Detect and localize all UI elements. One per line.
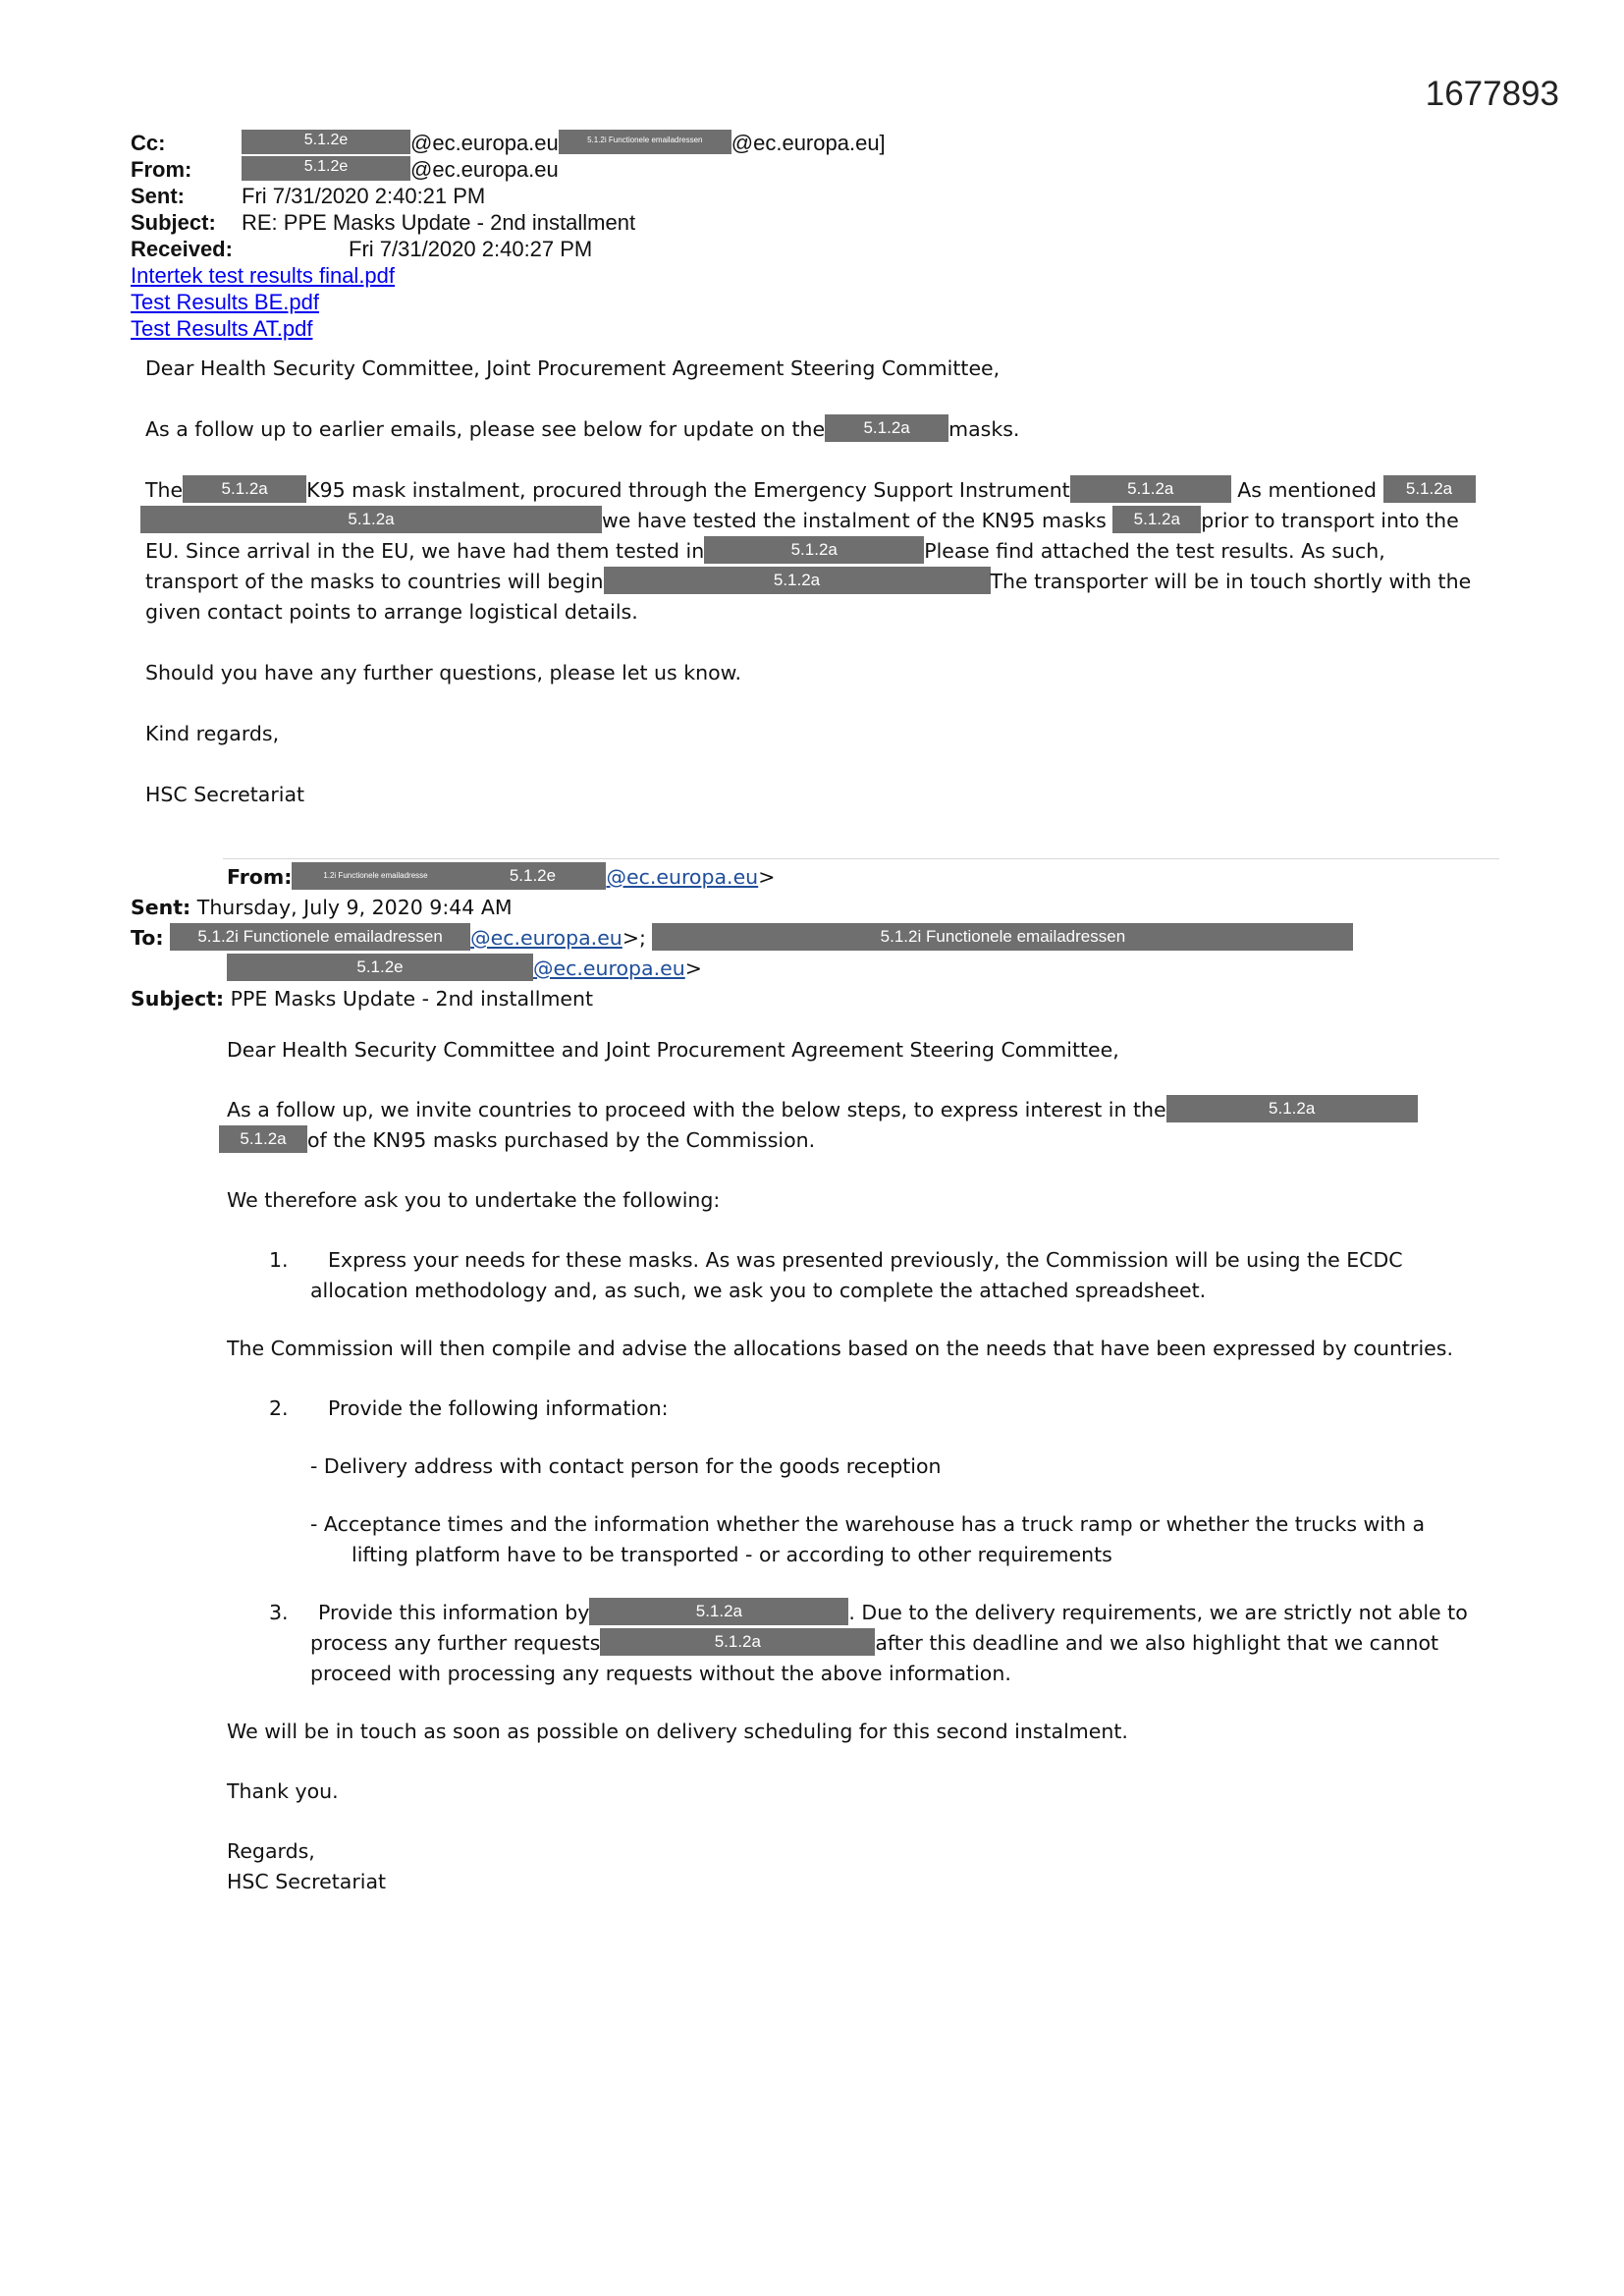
sent-row bbox=[131, 183, 1505, 209]
redaction: 5.1.2a bbox=[219, 1125, 307, 1153]
cc-domain: @ec.europa.eu bbox=[410, 131, 559, 155]
greeting: Dear Health Security Committee and Joint Procurement Agreement Steering Committee, bbox=[227, 1038, 1119, 1062]
email-link[interactable]: @ec.europa.eu bbox=[470, 926, 623, 950]
paragraph: The 5.1.2a K95 mask instalment, procured through the Emergency Support Instrument 5.1.2a As mentioned 5.1.2a 5.1.2a we have tested the instalment of the KN95 masks 5.1.2a prior to transport into the EU. Since arrival in the EU, we have had them tested in 5.1.2a Please find attached the test results. As such, transport of the masks to countries will begin 5.1.2a The transporter will be in touch shortly with the given contact points to arrange logistical details. bbox=[145, 475, 1500, 628]
paragraph: We therefore ask you to undertake the following: bbox=[227, 1188, 721, 1212]
email-link[interactable]: @ec.europa.eu bbox=[533, 957, 685, 980]
redaction: 5.1.2a bbox=[1166, 1095, 1418, 1122]
step-2: 2. Provide the following information: bbox=[269, 1396, 669, 1420]
sent-label: Sent: bbox=[131, 184, 185, 208]
from-label: From: bbox=[131, 157, 192, 182]
paragraph: Should you have any further questions, please let us know. bbox=[145, 661, 742, 684]
cc-domain-2: @ec.europa.eu] bbox=[731, 131, 886, 155]
from-row bbox=[131, 156, 1505, 183]
paragraph: Thank you. bbox=[227, 1779, 339, 1803]
bullet-1: - Delivery address with contact person for the goods reception bbox=[310, 1454, 942, 1478]
attachment-link[interactable]: Test Results BE.pdf bbox=[131, 290, 319, 314]
fwd-to-row-2: 5.1.2e @ec.europa.eu> bbox=[131, 954, 1525, 984]
received-value: Fri 7/31/2020 2:40:27 PM bbox=[349, 237, 593, 261]
redaction: 5.1.2e bbox=[227, 954, 533, 981]
bullet-2: - Acceptance times and the information whether the warehouse has a truck ramp or whether the trucks with a lifting platform have to be transported - or according to other requirements bbox=[310, 1512, 1426, 1566]
signature: HSC Secretariat bbox=[145, 783, 305, 806]
redaction: 5.1.2e bbox=[242, 156, 410, 181]
paragraph: We will be in touch as soon as possible on delivery scheduling for this second instalment. bbox=[227, 1720, 1128, 1743]
redaction: 5.1.2a bbox=[704, 536, 924, 564]
paragraph: The Commission will then compile and advise the allocations based on the needs that have been expressed by countries. bbox=[227, 1337, 1453, 1360]
forwarded-header bbox=[131, 862, 1525, 1014]
cc-label: Cc: bbox=[131, 131, 166, 155]
step-3: 3. Provide this information by 5.1.2a . Due to the delivery requirements, we are strictly not able to process any further requests 5.1.2a after this deadline and we also highlight that we cannot proceed with processing any requests without the above information. bbox=[227, 1598, 1503, 1689]
fwd-from-row: From: 1.2i Functionele emailadresse 5.1.2e @ec.europa.eu> bbox=[131, 862, 1525, 893]
redaction: 5.1.2a bbox=[1070, 475, 1231, 503]
redaction: 5.1.2a bbox=[140, 506, 602, 533]
from-domain: @ec.europa.eu bbox=[410, 157, 559, 182]
forwarded-body bbox=[227, 1035, 1503, 1897]
redaction: 5.1.2i Functionele emailadressen bbox=[652, 923, 1353, 951]
message-body bbox=[128, 354, 1492, 841]
redaction: 5.1.2a bbox=[183, 475, 306, 503]
closing: Kind regards, bbox=[145, 722, 280, 745]
subject-value: RE: PPE Masks Update - 2nd installment bbox=[242, 210, 636, 235]
paragraph: As a follow up, we invite countries to proceed with the below steps, to express interest in the 5.1.2a 5.1.2a of the KN95 masks purchased by the Commission. bbox=[227, 1095, 1503, 1156]
email-link[interactable]: @ec.europa.eu bbox=[606, 865, 759, 889]
received-label: Received: bbox=[131, 237, 233, 261]
email-header bbox=[131, 130, 1505, 342]
fwd-to-row: To: 5.1.2i Functionele emailadressen @ec.europa.eu>; 5.1.2i Functionele emailadressen bbox=[131, 923, 1525, 954]
paragraph: As a follow up to earlier emails, please see below for update on the 5.1.2a masks. bbox=[145, 414, 1492, 445]
redaction: 5.1.2e bbox=[459, 862, 606, 890]
redaction: 5.1.2a bbox=[600, 1628, 875, 1656]
attachment-link[interactable]: Intertek test results final.pdf bbox=[131, 263, 396, 288]
redaction: 5.1.2i Functionele emailadressen bbox=[559, 130, 731, 154]
fwd-sent-row: Sent: Thursday, July 9, 2020 9:44 AM bbox=[131, 896, 513, 919]
sent-value: Fri 7/31/2020 2:40:21 PM bbox=[242, 184, 486, 208]
redaction: 5.1.2a bbox=[1383, 475, 1476, 503]
redaction: 5.1.2e bbox=[242, 130, 410, 154]
redaction: 5.1.2a bbox=[1112, 506, 1201, 533]
subject-label: Subject: bbox=[131, 210, 216, 235]
closing: Regards, bbox=[227, 1839, 315, 1863]
redaction: 5.1.2i Functionele emailadressen bbox=[170, 923, 470, 951]
attachment-link[interactable]: Test Results AT.pdf bbox=[131, 316, 313, 341]
subject-row bbox=[131, 209, 1505, 236]
fwd-subject-row: Subject: PPE Masks Update - 2nd installment bbox=[131, 987, 594, 1011]
redaction: 5.1.2a bbox=[604, 567, 991, 594]
redaction: 5.1.2a bbox=[589, 1598, 848, 1625]
received-row bbox=[131, 236, 1505, 262]
cc-row bbox=[131, 130, 1505, 156]
divider bbox=[223, 858, 1499, 859]
signature: HSC Secretariat bbox=[227, 1870, 387, 1893]
document-number: 1677893 bbox=[1425, 75, 1559, 113]
redaction: 1.2i Functionele emailadresse bbox=[292, 862, 459, 890]
step-1: 1. Express your needs for these masks. As was presented previously, the Commission will be using the ECDC allocation methodology and, as such, we ask you to complete the attached spreadsheet. bbox=[269, 1248, 1403, 1302]
greeting: Dear Health Security Committee, Joint Procurement Agreement Steering Committee, bbox=[145, 356, 1001, 380]
redaction: 5.1.2a bbox=[825, 414, 948, 442]
